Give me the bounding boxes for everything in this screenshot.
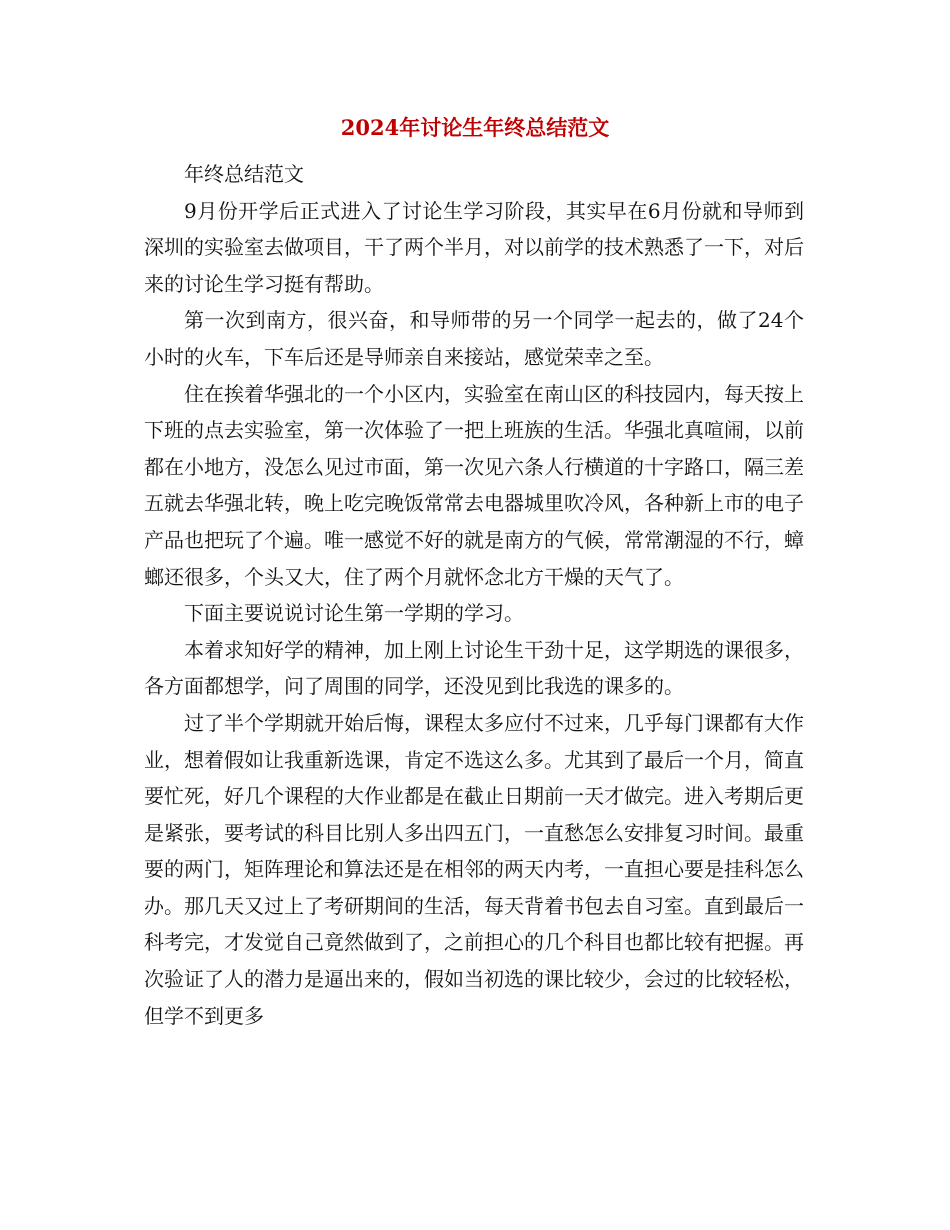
paragraph-6: 过了半个学期就开始后悔，课程太多应付不过来，几乎每门课都有大作业，想着假如让我重新选课，肯定不选这么多。尤其到了最后一个月，简直要忙死，好几个课程的大作业都是在截止日期前一天才做完。进入考期后更是紧张，要考试的科目比别人多出四五门，一直愁怎么安排复习时间。最重要的两门，矩阵理论和算法还是在相邻的两天内考，一直担心要是挂科怎么办。那几天又过上了考研期间的生活，每天背着书包去自习室。直到最后一科考完，才发觉自己竟然做到了，之前担心的几个科目也都比较有把握。再次验证了人的潜力是逼出来的，假如当初选的课比较少，会过的比较轻松，但学不到更多 [144,710,804,1028]
document-title: 2024年讨论生年终总结范文 [340,115,610,140]
paragraph-4: 下面主要说说讨论生第一学期的学习。 [184,601,524,626]
paragraph-5: 本着求知好学的精神，加上刚上讨论生干劲十足，这学期选的课很多，各方面都想学，问了周围的同学，还没见到比我选的课多的。 [144,637,804,699]
paragraph-1: 9月份开学后正式进入了讨论生学习阶段，其实早在6月份就和导师到深圳的实验室去做项目，干了两个半月，对以前学的技术熟悉了一下，对后来的讨论生学习挺有帮助。 [144,198,804,296]
paragraph-3: 住在挨着华强北的一个小区内，实验室在南山区的科技园内，每天按上下班的点去实验室，第一次体验了一把上班族的生活。华强北真喧闹，以前都在小地方，没怎么见过市面，第一次见六条人行横道的十字路口，隔三差五就去华强北转，晚上吃完晚饭常常去电器城里吹冷风，各种新上市的电子产品也把玩了个遍。唯一感觉不好的就是南方的气候，常常潮湿的不行，蟑螂还很多，个头又大，住了两个月就怀念北方干燥的天气了。 [144,381,804,589]
paragraph-subtitle: 年终总结范文 [184,162,304,186]
document-body [144,156,804,1034]
paragraph-2: 第一次到南方，很兴奋，和导师带的另一个同学一起去的，做了24个小时的火车，下车后还是导师亲自来接站，感觉荣幸之至。 [144,308,804,369]
